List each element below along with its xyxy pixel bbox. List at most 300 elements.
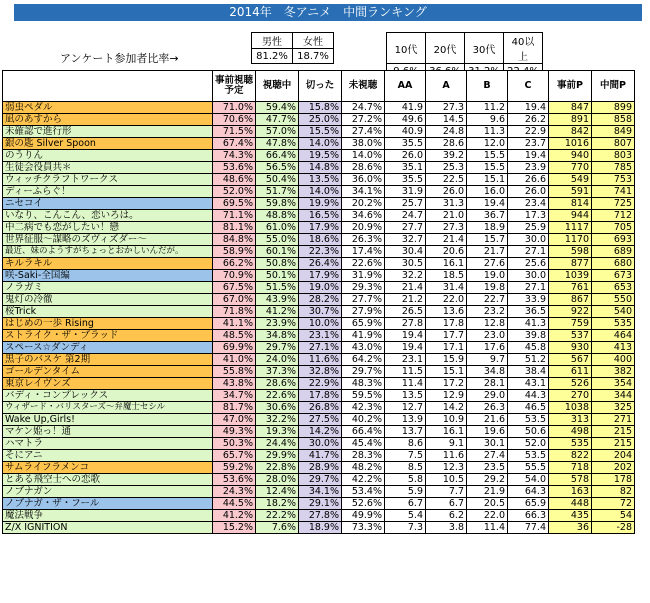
cell-pre-points: 313 bbox=[549, 414, 592, 426]
cell-pre-watch: 70.9% bbox=[213, 270, 256, 282]
cell-mid-points: 712 bbox=[592, 210, 635, 222]
cell-not-watching: 45.4% bbox=[342, 438, 385, 450]
cell-a: 21.0 bbox=[426, 210, 467, 222]
col-header-watching: 視聴中 bbox=[256, 71, 299, 102]
row-title: ストライク・ザ・ブラッド bbox=[3, 330, 213, 342]
cell-a: 12.9 bbox=[426, 390, 467, 402]
cell-pre-points: 578 bbox=[549, 474, 592, 486]
cell-b: 23.0 bbox=[467, 330, 508, 342]
cell-watching: 22.6% bbox=[256, 390, 299, 402]
age-header-10s: 10代 bbox=[387, 33, 426, 64]
cell-a: 9.1 bbox=[426, 438, 467, 450]
cell-b: 26.3 bbox=[467, 402, 508, 414]
cell-a: 17.7 bbox=[426, 330, 467, 342]
cell-watching: 29.7% bbox=[256, 342, 299, 354]
table-row bbox=[3, 174, 635, 186]
cell-a: 20.6 bbox=[426, 246, 467, 258]
row-title: とある飛空士への恋歌 bbox=[3, 474, 213, 486]
cell-b: 22.0 bbox=[467, 510, 508, 522]
cell-pre-points: 940 bbox=[549, 150, 592, 162]
cell-not-watching: 43.0% bbox=[342, 342, 385, 354]
cell-aa: 26.0 bbox=[385, 150, 426, 162]
cell-pre-points: 770 bbox=[549, 162, 592, 174]
cell-a: 31.3 bbox=[426, 198, 467, 210]
row-title: ニセコイ bbox=[3, 198, 213, 210]
cell-watching: 22.8% bbox=[256, 462, 299, 474]
gender-ratio-table bbox=[251, 32, 334, 64]
cell-aa: 41.9 bbox=[385, 102, 426, 114]
cell-aa: 49.6 bbox=[385, 114, 426, 126]
cell-dropped: 29.1% bbox=[299, 498, 342, 510]
cell-dropped: 15.5% bbox=[299, 126, 342, 138]
cell-not-watching: 27.9% bbox=[342, 306, 385, 318]
cell-b: 34.8 bbox=[467, 366, 508, 378]
row-title: ウィザード・バリスターズ～弁魔士セシル bbox=[3, 402, 213, 414]
cell-watching: 51.7% bbox=[256, 186, 299, 198]
col-header-title bbox=[3, 71, 213, 102]
cell-dropped: 15.8% bbox=[299, 102, 342, 114]
cell-a: 6.2 bbox=[426, 510, 467, 522]
cell-not-watching: 64.2% bbox=[342, 354, 385, 366]
cell-not-watching: 34.1% bbox=[342, 186, 385, 198]
cell-aa: 24.7 bbox=[385, 210, 426, 222]
cell-c: 27.1 bbox=[508, 246, 549, 258]
cell-watching: 47.8% bbox=[256, 138, 299, 150]
cell-dropped: 19.9% bbox=[299, 198, 342, 210]
cell-c: 30.0 bbox=[508, 270, 549, 282]
col-header-b: B bbox=[467, 71, 508, 102]
cell-c: 26.6 bbox=[508, 174, 549, 186]
cell-b: 27.6 bbox=[467, 258, 508, 270]
cell-aa: 40.9 bbox=[385, 126, 426, 138]
cell-a: 10.5 bbox=[426, 474, 467, 486]
col-header-pre-points: 事前P bbox=[549, 71, 592, 102]
cell-watching: 50.8% bbox=[256, 258, 299, 270]
cell-pre-watch: 15.2% bbox=[213, 522, 256, 534]
cell-mid-points: 741 bbox=[592, 186, 635, 198]
cell-aa: 19.4 bbox=[385, 342, 426, 354]
cell-pre-watch: 69.5% bbox=[213, 198, 256, 210]
cell-aa: 32.7 bbox=[385, 234, 426, 246]
table-row bbox=[3, 330, 635, 342]
cell-pre-watch: 47.0% bbox=[213, 414, 256, 426]
cell-aa: 26.5 bbox=[385, 306, 426, 318]
cell-pre-points: 842 bbox=[549, 126, 592, 138]
cell-dropped: 17.9% bbox=[299, 222, 342, 234]
cell-pre-points: 891 bbox=[549, 114, 592, 126]
cell-not-watching: 27.2% bbox=[342, 114, 385, 126]
cell-mid-points: 680 bbox=[592, 258, 635, 270]
cell-pre-watch: 67.5% bbox=[213, 282, 256, 294]
cell-pre-points: 847 bbox=[549, 102, 592, 114]
row-title: ノブナガン bbox=[3, 486, 213, 498]
table-row bbox=[3, 258, 635, 270]
cell-c: 23.7 bbox=[508, 138, 549, 150]
cell-b: 11.2 bbox=[467, 102, 508, 114]
cell-a: 18.5 bbox=[426, 270, 467, 282]
cell-watching: 24.0% bbox=[256, 354, 299, 366]
cell-b: 15.1 bbox=[467, 174, 508, 186]
cell-c: 43.1 bbox=[508, 378, 549, 390]
cell-not-watching: 53.4% bbox=[342, 486, 385, 498]
cell-c: 23.4 bbox=[508, 198, 549, 210]
cell-watching: 28.0% bbox=[256, 474, 299, 486]
cell-watching: 12.4% bbox=[256, 486, 299, 498]
cell-aa: 35.5 bbox=[385, 174, 426, 186]
age-header-20s: 20代 bbox=[426, 33, 465, 64]
cell-pre-points: 598 bbox=[549, 246, 592, 258]
cell-pre-points: 448 bbox=[549, 498, 592, 510]
cell-aa: 12.7 bbox=[385, 402, 426, 414]
cell-b: 12.0 bbox=[467, 138, 508, 150]
cell-a: 39.2 bbox=[426, 150, 467, 162]
table-row bbox=[3, 234, 635, 246]
cell-mid-points: 400 bbox=[592, 354, 635, 366]
cell-watching: 18.2% bbox=[256, 498, 299, 510]
cell-dropped: 14.0% bbox=[299, 138, 342, 150]
cell-c: 52.0 bbox=[508, 438, 549, 450]
ratio-label: アンケート参加者比率→ bbox=[60, 52, 179, 65]
cell-watching: 61.0% bbox=[256, 222, 299, 234]
cell-c: 25.9 bbox=[508, 222, 549, 234]
gender-header-male: 男性 bbox=[252, 33, 293, 49]
ranking-table bbox=[2, 70, 635, 534]
cell-c: 51.2 bbox=[508, 354, 549, 366]
table-row bbox=[3, 306, 635, 318]
age-header-40plus: 40以上 bbox=[504, 33, 543, 64]
cell-watching: 30.6% bbox=[256, 402, 299, 414]
cell-a: 16.1 bbox=[426, 258, 467, 270]
cell-b: 22.7 bbox=[467, 294, 508, 306]
cell-aa: 7.3 bbox=[385, 522, 426, 534]
chart-title: 2014年 冬アニメ 中間ランキング bbox=[14, 4, 642, 21]
row-title: 世界征服～謀略のズヴィズダー～ bbox=[3, 234, 213, 246]
cell-b: 9.6 bbox=[467, 114, 508, 126]
cell-not-watching: 27.7% bbox=[342, 294, 385, 306]
cell-not-watching: 42.2% bbox=[342, 474, 385, 486]
row-title: 中二病でも恋がしたい！戀 bbox=[3, 222, 213, 234]
cell-aa: 5.9 bbox=[385, 486, 426, 498]
cell-pre-points: 761 bbox=[549, 282, 592, 294]
row-title: ノラガミ bbox=[3, 282, 213, 294]
cell-a: 26.0 bbox=[426, 186, 467, 198]
cell-not-watching: 36.0% bbox=[342, 174, 385, 186]
cell-dropped: 41.7% bbox=[299, 450, 342, 462]
table-row bbox=[3, 486, 635, 498]
row-title: いなり、こんこん、恋いろは。 bbox=[3, 210, 213, 222]
cell-watching: 29.9% bbox=[256, 450, 299, 462]
cell-c: 41.3 bbox=[508, 318, 549, 330]
cell-aa: 13.9 bbox=[385, 414, 426, 426]
cell-c: 26.0 bbox=[508, 186, 549, 198]
cell-b: 11.4 bbox=[467, 522, 508, 534]
cell-b: 15.5 bbox=[467, 150, 508, 162]
cell-watching: 60.1% bbox=[256, 246, 299, 258]
cell-b: 29.2 bbox=[467, 474, 508, 486]
cell-dropped: 11.6% bbox=[299, 354, 342, 366]
cell-mid-points: 753 bbox=[592, 174, 635, 186]
cell-pre-watch: 74.3% bbox=[213, 150, 256, 162]
cell-watching: 37.3% bbox=[256, 366, 299, 378]
cell-dropped: 25.0% bbox=[299, 114, 342, 126]
cell-pre-watch: 67.4% bbox=[213, 138, 256, 150]
table-row bbox=[3, 510, 635, 522]
cell-pre-watch: 49.3% bbox=[213, 426, 256, 438]
cell-aa: 32.2 bbox=[385, 270, 426, 282]
cell-aa: 8.6 bbox=[385, 438, 426, 450]
cell-c: 22.9 bbox=[508, 126, 549, 138]
row-title: 最近、妹のようすがちょっとおかしいんだが。 bbox=[3, 246, 213, 258]
row-title: 凪のあすから bbox=[3, 114, 213, 126]
cell-a: 22.5 bbox=[426, 174, 467, 186]
cell-pre-points: 814 bbox=[549, 198, 592, 210]
cell-c: 45.8 bbox=[508, 342, 549, 354]
table-row bbox=[3, 438, 635, 450]
cell-dropped: 29.7% bbox=[299, 474, 342, 486]
cell-dropped: 14.8% bbox=[299, 162, 342, 174]
cell-pre-watch: 41.0% bbox=[213, 354, 256, 366]
cell-aa: 35.5 bbox=[385, 138, 426, 150]
cell-dropped: 28.2% bbox=[299, 294, 342, 306]
cell-pre-watch: 48.5% bbox=[213, 330, 256, 342]
cell-watching: 55.0% bbox=[256, 234, 299, 246]
table-row bbox=[3, 342, 635, 354]
cell-not-watching: 22.6% bbox=[342, 258, 385, 270]
cell-watching: 56.5% bbox=[256, 162, 299, 174]
cell-a: 21.4 bbox=[426, 234, 467, 246]
cell-not-watching: 29.3% bbox=[342, 282, 385, 294]
cell-c: 36.5 bbox=[508, 306, 549, 318]
cell-not-watching: 73.3% bbox=[342, 522, 385, 534]
cell-not-watching: 29.7% bbox=[342, 366, 385, 378]
table-row bbox=[3, 402, 635, 414]
cell-aa: 7.5 bbox=[385, 450, 426, 462]
row-title: 生徒会役員共＊ bbox=[3, 162, 213, 174]
cell-a: 15.1 bbox=[426, 366, 467, 378]
cell-dropped: 30.7% bbox=[299, 306, 342, 318]
cell-mid-points: 785 bbox=[592, 162, 635, 174]
cell-pre-points: 163 bbox=[549, 486, 592, 498]
cell-b: 36.7 bbox=[467, 210, 508, 222]
row-title: ゴールデンタイム bbox=[3, 366, 213, 378]
cell-not-watching: 40.2% bbox=[342, 414, 385, 426]
cell-not-watching: 28.3% bbox=[342, 450, 385, 462]
cell-not-watching: 34.6% bbox=[342, 210, 385, 222]
cell-aa: 8.5 bbox=[385, 462, 426, 474]
cell-mid-points: 344 bbox=[592, 390, 635, 402]
table-row bbox=[3, 390, 635, 402]
row-title: スペース☆ダンディ bbox=[3, 342, 213, 354]
cell-pre-watch: 48.6% bbox=[213, 174, 256, 186]
cell-not-watching: 42.3% bbox=[342, 402, 385, 414]
cell-c: 55.5 bbox=[508, 462, 549, 474]
cell-aa: 19.4 bbox=[385, 330, 426, 342]
cell-not-watching: 59.5% bbox=[342, 390, 385, 402]
cell-aa: 5.4 bbox=[385, 510, 426, 522]
cell-a: 17.1 bbox=[426, 342, 467, 354]
cell-watching: 50.1% bbox=[256, 270, 299, 282]
cell-mid-points: 899 bbox=[592, 102, 635, 114]
cell-aa: 21.2 bbox=[385, 294, 426, 306]
cell-not-watching: 65.9% bbox=[342, 318, 385, 330]
cell-c: 38.4 bbox=[508, 366, 549, 378]
gender-value-male: 81.2% bbox=[252, 49, 293, 64]
cell-pre-watch: 70.6% bbox=[213, 114, 256, 126]
row-title: 桜Trick bbox=[3, 306, 213, 318]
table-row bbox=[3, 522, 635, 534]
cell-dropped: 32.8% bbox=[299, 366, 342, 378]
cell-c: 53.5 bbox=[508, 414, 549, 426]
row-title: 弱虫ペダル bbox=[3, 102, 213, 114]
cell-a: 11.6 bbox=[426, 450, 467, 462]
cell-c: 19.4 bbox=[508, 150, 549, 162]
row-title: そにアニ bbox=[3, 450, 213, 462]
cell-pre-points: 1117 bbox=[549, 222, 592, 234]
table-row bbox=[3, 138, 635, 150]
cell-a: 6.7 bbox=[426, 498, 467, 510]
cell-watching: 43.9% bbox=[256, 294, 299, 306]
cell-watching: 66.4% bbox=[256, 150, 299, 162]
cell-watching: 51.5% bbox=[256, 282, 299, 294]
cell-mid-points: 689 bbox=[592, 246, 635, 258]
cell-pre-points: 877 bbox=[549, 258, 592, 270]
table-row bbox=[3, 474, 635, 486]
cell-b: 15.5 bbox=[467, 162, 508, 174]
cell-b: 27.4 bbox=[467, 450, 508, 462]
cell-c: 66.3 bbox=[508, 510, 549, 522]
cell-mid-points: 215 bbox=[592, 438, 635, 450]
cell-mid-points: 849 bbox=[592, 126, 635, 138]
cell-dropped: 27.5% bbox=[299, 414, 342, 426]
cell-not-watching: 24.7% bbox=[342, 102, 385, 114]
cell-pre-points: 1038 bbox=[549, 402, 592, 414]
cell-a: 17.8 bbox=[426, 318, 467, 330]
gender-header-female: 女性 bbox=[293, 33, 334, 49]
table-row bbox=[3, 366, 635, 378]
cell-b: 19.4 bbox=[467, 198, 508, 210]
cell-aa: 21.4 bbox=[385, 282, 426, 294]
table-row bbox=[3, 198, 635, 210]
cell-pre-watch: 59.2% bbox=[213, 462, 256, 474]
cell-a: 17.2 bbox=[426, 378, 467, 390]
cell-not-watching: 48.2% bbox=[342, 462, 385, 474]
cell-b: 29.0 bbox=[467, 390, 508, 402]
cell-dropped: 34.1% bbox=[299, 486, 342, 498]
cell-pre-watch: 41.2% bbox=[213, 510, 256, 522]
cell-not-watching: 14.0% bbox=[342, 150, 385, 162]
cell-pre-watch: 50.3% bbox=[213, 438, 256, 450]
cell-dropped: 14.2% bbox=[299, 426, 342, 438]
col-header-not-watching: 未視聴 bbox=[342, 71, 385, 102]
cell-aa: 35.1 bbox=[385, 162, 426, 174]
cell-b: 21.9 bbox=[467, 486, 508, 498]
table-row bbox=[3, 354, 635, 366]
cell-b: 28.1 bbox=[467, 378, 508, 390]
cell-watching: 34.8% bbox=[256, 330, 299, 342]
cell-pre-watch: 41.1% bbox=[213, 318, 256, 330]
cell-aa: 27.7 bbox=[385, 222, 426, 234]
cell-pre-points: 922 bbox=[549, 306, 592, 318]
cell-mid-points: 325 bbox=[592, 402, 635, 414]
cell-pre-watch: 55.8% bbox=[213, 366, 256, 378]
cell-c: 44.3 bbox=[508, 390, 549, 402]
table-header-row bbox=[3, 71, 635, 102]
cell-mid-points: 725 bbox=[592, 198, 635, 210]
cell-a: 15.9 bbox=[426, 354, 467, 366]
cell-a: 14.5 bbox=[426, 114, 467, 126]
cell-c: 50.6 bbox=[508, 426, 549, 438]
table-row bbox=[3, 498, 635, 510]
cell-b: 23.2 bbox=[467, 306, 508, 318]
cell-mid-points: 693 bbox=[592, 234, 635, 246]
cell-mid-points: 354 bbox=[592, 378, 635, 390]
cell-b: 19.0 bbox=[467, 270, 508, 282]
cell-watching: 41.2% bbox=[256, 306, 299, 318]
cell-pre-watch: 71.1% bbox=[213, 210, 256, 222]
table-row bbox=[3, 378, 635, 390]
table-row bbox=[3, 414, 635, 426]
row-title: 黒子のバスケ 第2期 bbox=[3, 354, 213, 366]
cell-pre-points: 435 bbox=[549, 510, 592, 522]
cell-dropped: 17.9% bbox=[299, 270, 342, 282]
cell-pre-points: 611 bbox=[549, 366, 592, 378]
table-row bbox=[3, 162, 635, 174]
cell-watching: 48.8% bbox=[256, 210, 299, 222]
cell-b: 30.1 bbox=[467, 438, 508, 450]
col-header-c: C bbox=[508, 71, 549, 102]
table-row bbox=[3, 282, 635, 294]
cell-not-watching: 52.6% bbox=[342, 498, 385, 510]
cell-aa: 30.5 bbox=[385, 258, 426, 270]
cell-b: 19.6 bbox=[467, 426, 508, 438]
cell-dropped: 18.9% bbox=[299, 522, 342, 534]
row-title: キルラキル bbox=[3, 258, 213, 270]
row-title: サムライフラメンコ bbox=[3, 462, 213, 474]
cell-dropped: 13.5% bbox=[299, 174, 342, 186]
row-title: のうりん bbox=[3, 150, 213, 162]
cell-pre-watch: 58.9% bbox=[213, 246, 256, 258]
cell-watching: 47.7% bbox=[256, 114, 299, 126]
cell-not-watching: 27.4% bbox=[342, 126, 385, 138]
cell-c: 23.9 bbox=[508, 162, 549, 174]
cell-aa: 11.5 bbox=[385, 366, 426, 378]
cell-aa: 25.7 bbox=[385, 198, 426, 210]
cell-mid-points: 178 bbox=[592, 474, 635, 486]
row-title: 未確認で進行形 bbox=[3, 126, 213, 138]
cell-a: 14.2 bbox=[426, 402, 467, 414]
table-row bbox=[3, 270, 635, 282]
cell-c: 19.4 bbox=[508, 102, 549, 114]
cell-mid-points: 673 bbox=[592, 270, 635, 282]
cell-watching: 7.6% bbox=[256, 522, 299, 534]
cell-not-watching: 49.9% bbox=[342, 510, 385, 522]
cell-aa: 13.7 bbox=[385, 426, 426, 438]
cell-b: 19.8 bbox=[467, 282, 508, 294]
row-title: 魔法戦争 bbox=[3, 510, 213, 522]
cell-pre-watch: 67.0% bbox=[213, 294, 256, 306]
row-title: ウィッチクラフトワークス bbox=[3, 174, 213, 186]
row-title: はじめの一歩 Rising bbox=[3, 318, 213, 330]
cell-pre-points: 1016 bbox=[549, 138, 592, 150]
cell-not-watching: 17.4% bbox=[342, 246, 385, 258]
cell-c: 25.6 bbox=[508, 258, 549, 270]
cell-a: 22.0 bbox=[426, 294, 467, 306]
cell-watching: 59.8% bbox=[256, 198, 299, 210]
cell-a: 27.3 bbox=[426, 222, 467, 234]
cell-c: 33.9 bbox=[508, 294, 549, 306]
cell-dropped: 18.6% bbox=[299, 234, 342, 246]
age-header-30s: 30代 bbox=[465, 33, 504, 64]
